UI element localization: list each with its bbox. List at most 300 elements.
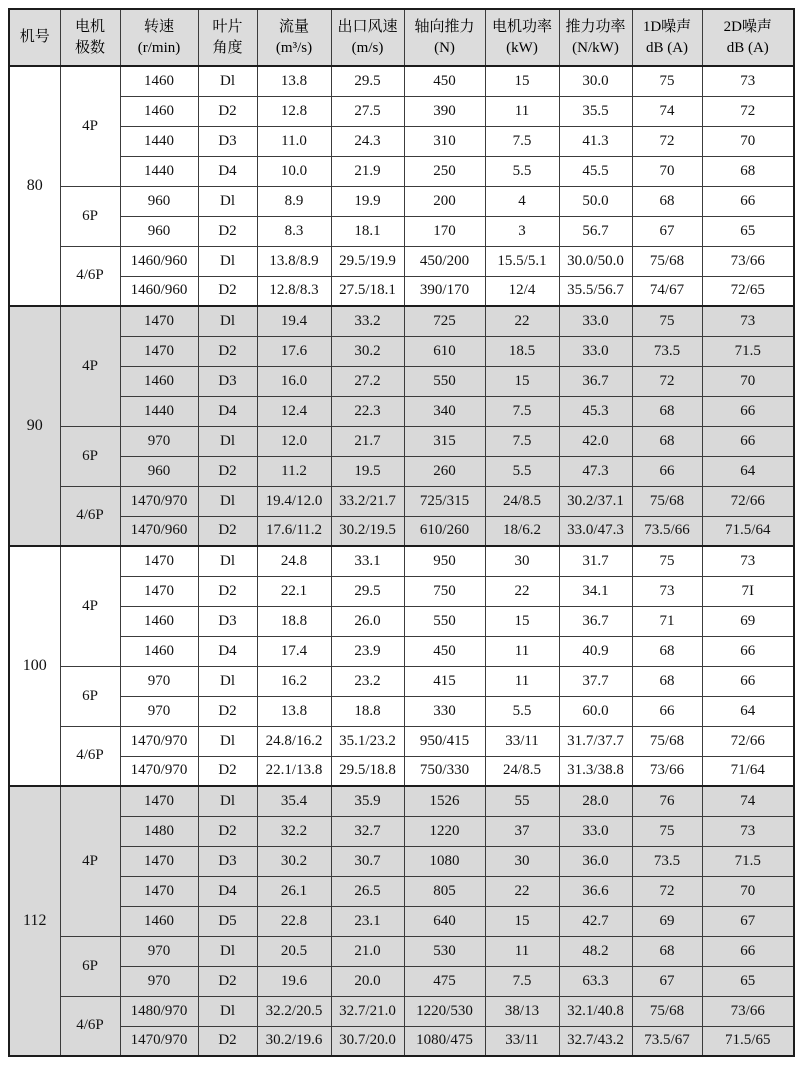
cell-axial-thrust: 310 [404, 126, 485, 156]
cell-motor-power: 11 [485, 636, 559, 666]
cell-thrust-power: 36.7 [559, 606, 632, 636]
cell-motor-power: 30 [485, 846, 559, 876]
cell-flow: 30.2/19.6 [257, 1026, 331, 1056]
cell-noise-2d: 65 [702, 216, 794, 246]
cell-motor-power: 37 [485, 816, 559, 846]
table-body [9, 66, 794, 1056]
cell-noise-1d: 67 [632, 966, 702, 996]
cell-noise-2d: 66 [702, 426, 794, 456]
cell-noise-1d: 75 [632, 66, 702, 96]
cell-flow: 11.0 [257, 126, 331, 156]
poles-label: 4/6P [60, 486, 120, 546]
cell-motor-power: 3 [485, 216, 559, 246]
cell-axial-thrust: 170 [404, 216, 485, 246]
spec-row [9, 726, 794, 756]
cell-outlet-speed: 27.2 [331, 366, 404, 396]
cell-thrust-power: 28.0 [559, 786, 632, 816]
cell-axial-thrust: 1220/530 [404, 996, 485, 1026]
cell-thrust-power: 31.7/37.7 [559, 726, 632, 756]
cell-outlet-speed: 32.7 [331, 816, 404, 846]
cell-noise-1d: 74 [632, 96, 702, 126]
col-header-blade-angle [198, 9, 257, 66]
cell-motor-power: 5.5 [485, 696, 559, 726]
cell-flow: 22.8 [257, 906, 331, 936]
cell-motor-power: 15 [485, 366, 559, 396]
cell-flow: 17.6/11.2 [257, 516, 331, 546]
cell-outlet-speed: 29.5 [331, 576, 404, 606]
cell-axial-thrust: 475 [404, 966, 485, 996]
cell-motor-power: 15 [485, 66, 559, 96]
cell-axial-thrust: 415 [404, 666, 485, 696]
col-header-flow [257, 9, 331, 66]
cell-noise-1d: 75 [632, 546, 702, 576]
col-header-line: 极数 [74, 39, 105, 56]
cell-axial-thrust: 450/200 [404, 246, 485, 276]
table-header [9, 9, 794, 66]
cell-noise-1d: 75 [632, 306, 702, 336]
cell-thrust-power: 40.9 [559, 636, 632, 666]
cell-noise-1d: 73 [632, 576, 702, 606]
cell-outlet-speed: 29.5/19.9 [331, 246, 404, 276]
col-header-line: dB (A) [645, 39, 689, 56]
cell-motor-power: 11 [485, 666, 559, 696]
cell-noise-2d: 74 [702, 786, 794, 816]
col-header-line: 电机功率 [491, 18, 552, 35]
cell-thrust-power: 33.0 [559, 816, 632, 846]
cell-noise-2d: 65 [702, 966, 794, 996]
spec-row [9, 756, 794, 786]
cell-speed: 1470/960 [120, 516, 198, 546]
spec-row [9, 936, 794, 966]
cell-noise-1d: 67 [632, 216, 702, 246]
cell-flow: 12.8/8.3 [257, 276, 331, 306]
cell-outlet-speed: 30.7/20.0 [331, 1026, 404, 1056]
cell-thrust-power: 42.7 [559, 906, 632, 936]
spec-row [9, 1026, 794, 1056]
cell-axial-thrust: 450 [404, 636, 485, 666]
cell-motor-power: 22 [485, 576, 559, 606]
cell-flow: 13.8 [257, 66, 331, 96]
poles-label: 4/6P [60, 996, 120, 1056]
cell-flow: 32.2/20.5 [257, 996, 331, 1026]
cell-motor-power: 12/4 [485, 276, 559, 306]
cell-outlet-speed: 30.7 [331, 846, 404, 876]
cell-motor-power: 55 [485, 786, 559, 816]
cell-speed: 1470/970 [120, 1026, 198, 1056]
cell-blade-angle: D2 [198, 336, 257, 366]
col-header-line: (N) [434, 39, 455, 56]
cell-flow: 19.6 [257, 966, 331, 996]
cell-noise-2d: 73 [702, 306, 794, 336]
cell-outlet-speed: 33.2/21.7 [331, 486, 404, 516]
cell-axial-thrust: 750 [404, 576, 485, 606]
cell-motor-power: 11 [485, 96, 559, 126]
cell-noise-1d: 70 [632, 156, 702, 186]
cell-axial-thrust: 640 [404, 906, 485, 936]
cell-axial-thrust: 340 [404, 396, 485, 426]
cell-thrust-power: 45.5 [559, 156, 632, 186]
poles-label: 6P [60, 666, 120, 726]
cell-axial-thrust: 1080/475 [404, 1026, 485, 1056]
col-header-motor-power [485, 9, 559, 66]
cell-outlet-speed: 21.7 [331, 426, 404, 456]
cell-noise-1d: 68 [632, 666, 702, 696]
cell-flow: 32.2 [257, 816, 331, 846]
col-header-thrust-power [559, 9, 632, 66]
col-header-line: 流量 [278, 18, 309, 35]
spec-row [9, 486, 794, 516]
cell-noise-1d: 72 [632, 366, 702, 396]
cell-speed: 1470/970 [120, 756, 198, 786]
cell-thrust-power: 30.0 [559, 66, 632, 96]
spec-row [9, 336, 794, 366]
cell-motor-power: 15 [485, 606, 559, 636]
cell-thrust-power: 56.7 [559, 216, 632, 246]
spec-row [9, 606, 794, 636]
cell-blade-angle: D2 [198, 216, 257, 246]
cell-axial-thrust: 610 [404, 336, 485, 366]
poles-label: 6P [60, 186, 120, 246]
cell-axial-thrust: 530 [404, 936, 485, 966]
cell-outlet-speed: 21.9 [331, 156, 404, 186]
cell-motor-power: 24/8.5 [485, 756, 559, 786]
cell-flow: 16.2 [257, 666, 331, 696]
cell-flow: 19.4 [257, 306, 331, 336]
cell-speed: 960 [120, 186, 198, 216]
cell-blade-angle: Dl [198, 186, 257, 216]
cell-outlet-speed: 23.2 [331, 666, 404, 696]
spec-row [9, 666, 794, 696]
cell-axial-thrust: 330 [404, 696, 485, 726]
cell-axial-thrust: 550 [404, 606, 485, 636]
cell-noise-1d: 68 [632, 426, 702, 456]
cell-speed: 1440 [120, 156, 198, 186]
cell-noise-2d: 66 [702, 396, 794, 426]
cell-outlet-speed: 27.5 [331, 96, 404, 126]
poles-label: 4/6P [60, 246, 120, 306]
cell-noise-1d: 76 [632, 786, 702, 816]
cell-outlet-speed: 26.0 [331, 606, 404, 636]
cell-speed: 1460 [120, 366, 198, 396]
cell-axial-thrust: 250 [404, 156, 485, 186]
col-header-line: 轴向推力 [414, 18, 475, 35]
col-header-line: 角度 [212, 39, 243, 56]
cell-speed: 1480/970 [120, 996, 198, 1026]
cell-motor-power: 33/11 [485, 1026, 559, 1056]
cell-outlet-speed: 18.8 [331, 696, 404, 726]
cell-motor-power: 7.5 [485, 966, 559, 996]
spec-row [9, 66, 794, 96]
col-header-line: (m³/s) [275, 39, 313, 56]
cell-speed: 1470 [120, 546, 198, 576]
cell-noise-2d: 71.5/64 [702, 516, 794, 546]
cell-blade-angle: Dl [198, 66, 257, 96]
cell-thrust-power: 35.5 [559, 96, 632, 126]
cell-noise-1d: 68 [632, 636, 702, 666]
poles-label: 4P [60, 546, 120, 666]
cell-flow: 8.9 [257, 186, 331, 216]
cell-blade-angle: Dl [198, 786, 257, 816]
cell-noise-1d: 75 [632, 816, 702, 846]
cell-noise-1d: 72 [632, 126, 702, 156]
cell-axial-thrust: 1526 [404, 786, 485, 816]
cell-blade-angle: Dl [198, 726, 257, 756]
cell-noise-2d: 66 [702, 936, 794, 966]
col-header-line: 1D噪声 [642, 18, 692, 35]
cell-motor-power: 15.5/5.1 [485, 246, 559, 276]
cell-outlet-speed: 33.2 [331, 306, 404, 336]
cell-speed: 1470 [120, 336, 198, 366]
poles-label: 4P [60, 306, 120, 426]
cell-blade-angle: Dl [198, 546, 257, 576]
cell-flow: 12.0 [257, 426, 331, 456]
cell-motor-power: 5.5 [485, 156, 559, 186]
cell-speed: 1470/970 [120, 726, 198, 756]
cell-thrust-power: 63.3 [559, 966, 632, 996]
poles-label: 4/6P [60, 726, 120, 786]
cell-motor-power: 15 [485, 906, 559, 936]
machine-number: 80 [9, 66, 60, 306]
cell-speed: 1470 [120, 306, 198, 336]
cell-blade-angle: D2 [198, 456, 257, 486]
cell-axial-thrust: 450 [404, 66, 485, 96]
cell-thrust-power: 41.3 [559, 126, 632, 156]
cell-thrust-power: 60.0 [559, 696, 632, 726]
cell-blade-angle: D2 [198, 696, 257, 726]
cell-motor-power: 11 [485, 936, 559, 966]
cell-noise-1d: 75/68 [632, 726, 702, 756]
cell-noise-2d: 64 [702, 456, 794, 486]
cell-axial-thrust: 725/315 [404, 486, 485, 516]
cell-speed: 1470/970 [120, 486, 198, 516]
cell-speed: 960 [120, 456, 198, 486]
cell-speed: 1460/960 [120, 276, 198, 306]
cell-thrust-power: 50.0 [559, 186, 632, 216]
cell-motor-power: 33/11 [485, 726, 559, 756]
cell-blade-angle: D4 [198, 396, 257, 426]
cell-noise-1d: 72 [632, 876, 702, 906]
cell-flow: 22.1 [257, 576, 331, 606]
col-header-line: 转速 [143, 18, 174, 35]
cell-blade-angle: Dl [198, 996, 257, 1026]
cell-noise-1d: 73.5/66 [632, 516, 702, 546]
col-header-line: 机号 [19, 29, 50, 45]
cell-flow: 13.8 [257, 696, 331, 726]
spec-row [9, 126, 794, 156]
poles-label: 4P [60, 66, 120, 186]
cell-noise-2d: 66 [702, 186, 794, 216]
cell-speed: 1460 [120, 606, 198, 636]
cell-thrust-power: 30.0/50.0 [559, 246, 632, 276]
spec-row [9, 456, 794, 486]
cell-speed: 1470 [120, 846, 198, 876]
cell-flow: 22.1/13.8 [257, 756, 331, 786]
cell-outlet-speed: 21.0 [331, 936, 404, 966]
cell-outlet-speed: 30.2/19.5 [331, 516, 404, 546]
cell-speed: 970 [120, 966, 198, 996]
cell-speed: 1440 [120, 126, 198, 156]
cell-axial-thrust: 750/330 [404, 756, 485, 786]
cell-noise-2d: 72/65 [702, 276, 794, 306]
cell-noise-2d: 67 [702, 906, 794, 936]
cell-axial-thrust: 390 [404, 96, 485, 126]
cell-axial-thrust: 805 [404, 876, 485, 906]
machine-number: 90 [9, 306, 60, 546]
cell-blade-angle: D2 [198, 756, 257, 786]
cell-outlet-speed: 23.9 [331, 636, 404, 666]
cell-noise-2d: 73 [702, 546, 794, 576]
col-header-line: (N/kW) [572, 39, 619, 56]
cell-blade-angle: Dl [198, 426, 257, 456]
cell-flow: 10.0 [257, 156, 331, 186]
spec-row [9, 426, 794, 456]
col-header-speed [120, 9, 198, 66]
cell-motor-power: 22 [485, 306, 559, 336]
cell-noise-2d: 66 [702, 666, 794, 696]
cell-blade-angle: D2 [198, 576, 257, 606]
cell-thrust-power: 31.7 [559, 546, 632, 576]
cell-flow: 35.4 [257, 786, 331, 816]
header-row [9, 9, 794, 66]
cell-thrust-power: 36.7 [559, 366, 632, 396]
cell-thrust-power: 33.0 [559, 306, 632, 336]
spec-row [9, 846, 794, 876]
cell-outlet-speed: 24.3 [331, 126, 404, 156]
col-header-line: 推力功率 [565, 18, 626, 35]
cell-noise-1d: 75/68 [632, 246, 702, 276]
cell-motor-power: 18/6.2 [485, 516, 559, 546]
cell-motor-power: 4 [485, 186, 559, 216]
cell-noise-2d: 73/66 [702, 996, 794, 1026]
cell-blade-angle: D4 [198, 876, 257, 906]
cell-noise-1d: 68 [632, 186, 702, 216]
cell-blade-angle: D5 [198, 906, 257, 936]
cell-noise-1d: 73.5 [632, 336, 702, 366]
col-header-line: (kW) [506, 39, 538, 56]
cell-noise-2d: 73/66 [702, 246, 794, 276]
cell-speed: 970 [120, 936, 198, 966]
cell-blade-angle: D4 [198, 156, 257, 186]
cell-blade-angle: Dl [198, 666, 257, 696]
cell-outlet-speed: 32.7/21.0 [331, 996, 404, 1026]
cell-noise-2d: 69 [702, 606, 794, 636]
spec-row [9, 876, 794, 906]
cell-axial-thrust: 315 [404, 426, 485, 456]
cell-speed: 1470 [120, 786, 198, 816]
cell-blade-angle: D2 [198, 816, 257, 846]
cell-noise-2d: 71.5/65 [702, 1026, 794, 1056]
cell-flow: 12.4 [257, 396, 331, 426]
cell-blade-angle: D3 [198, 606, 257, 636]
cell-noise-1d: 68 [632, 396, 702, 426]
cell-outlet-speed: 18.1 [331, 216, 404, 246]
poles-label: 6P [60, 936, 120, 996]
col-header-axial-thrust [404, 9, 485, 66]
cell-speed: 970 [120, 426, 198, 456]
col-header-line: (r/min) [137, 39, 181, 56]
cell-speed: 1440 [120, 396, 198, 426]
spec-row [9, 966, 794, 996]
cell-motor-power: 24/8.5 [485, 486, 559, 516]
col-header-machine [9, 9, 60, 66]
cell-speed: 1460 [120, 66, 198, 96]
cell-noise-2d: 64 [702, 696, 794, 726]
cell-axial-thrust: 725 [404, 306, 485, 336]
cell-flow: 16.0 [257, 366, 331, 396]
cell-blade-angle: D3 [198, 126, 257, 156]
poles-label: 6P [60, 426, 120, 486]
spec-row [9, 996, 794, 1026]
cell-noise-2d: 66 [702, 636, 794, 666]
cell-noise-2d: 71/64 [702, 756, 794, 786]
cell-thrust-power: 32.7/43.2 [559, 1026, 632, 1056]
cell-motor-power: 18.5 [485, 336, 559, 366]
cell-thrust-power: 35.5/56.7 [559, 276, 632, 306]
cell-thrust-power: 48.2 [559, 936, 632, 966]
cell-speed: 1460/960 [120, 246, 198, 276]
cell-motor-power: 38/13 [485, 996, 559, 1026]
cell-flow: 24.8/16.2 [257, 726, 331, 756]
cell-blade-angle: D2 [198, 516, 257, 546]
cell-outlet-speed: 26.5 [331, 876, 404, 906]
cell-noise-2d: 70 [702, 126, 794, 156]
cell-flow: 18.8 [257, 606, 331, 636]
col-header-poles [60, 9, 120, 66]
cell-flow: 13.8/8.9 [257, 246, 331, 276]
cell-outlet-speed: 33.1 [331, 546, 404, 576]
cell-outlet-speed: 27.5/18.1 [331, 276, 404, 306]
cell-noise-2d: 71.5 [702, 336, 794, 366]
spec-row [9, 96, 794, 126]
spec-row [9, 816, 794, 846]
cell-outlet-speed: 20.0 [331, 966, 404, 996]
cell-outlet-speed: 29.5/18.8 [331, 756, 404, 786]
machine-number: 112 [9, 786, 60, 1056]
cell-thrust-power: 42.0 [559, 426, 632, 456]
spec-row [9, 156, 794, 186]
cell-blade-angle: D3 [198, 846, 257, 876]
cell-thrust-power: 34.1 [559, 576, 632, 606]
cell-axial-thrust: 550 [404, 366, 485, 396]
cell-noise-2d: 68 [702, 156, 794, 186]
cell-blade-angle: D3 [198, 366, 257, 396]
cell-motor-power: 30 [485, 546, 559, 576]
cell-motor-power: 5.5 [485, 456, 559, 486]
cell-outlet-speed: 30.2 [331, 336, 404, 366]
spec-row [9, 246, 794, 276]
cell-speed: 970 [120, 666, 198, 696]
poles-label: 4P [60, 786, 120, 936]
cell-noise-1d: 66 [632, 696, 702, 726]
cell-flow: 8.3 [257, 216, 331, 246]
cell-blade-angle: Dl [198, 936, 257, 966]
cell-speed: 1460 [120, 96, 198, 126]
col-header-line: dB (A) [726, 39, 769, 56]
cell-blade-angle: Dl [198, 306, 257, 336]
cell-thrust-power: 32.1/40.8 [559, 996, 632, 1026]
cell-noise-2d: 72 [702, 96, 794, 126]
cell-flow: 17.6 [257, 336, 331, 366]
col-header-line: 电机 [74, 18, 105, 35]
cell-motor-power: 22 [485, 876, 559, 906]
cell-blade-angle: D2 [198, 276, 257, 306]
col-header-noise-2d [702, 9, 794, 66]
cell-flow: 12.8 [257, 96, 331, 126]
cell-noise-2d: 73 [702, 66, 794, 96]
cell-outlet-speed: 23.1 [331, 906, 404, 936]
cell-noise-2d: 72/66 [702, 486, 794, 516]
cell-motor-power: 7.5 [485, 126, 559, 156]
